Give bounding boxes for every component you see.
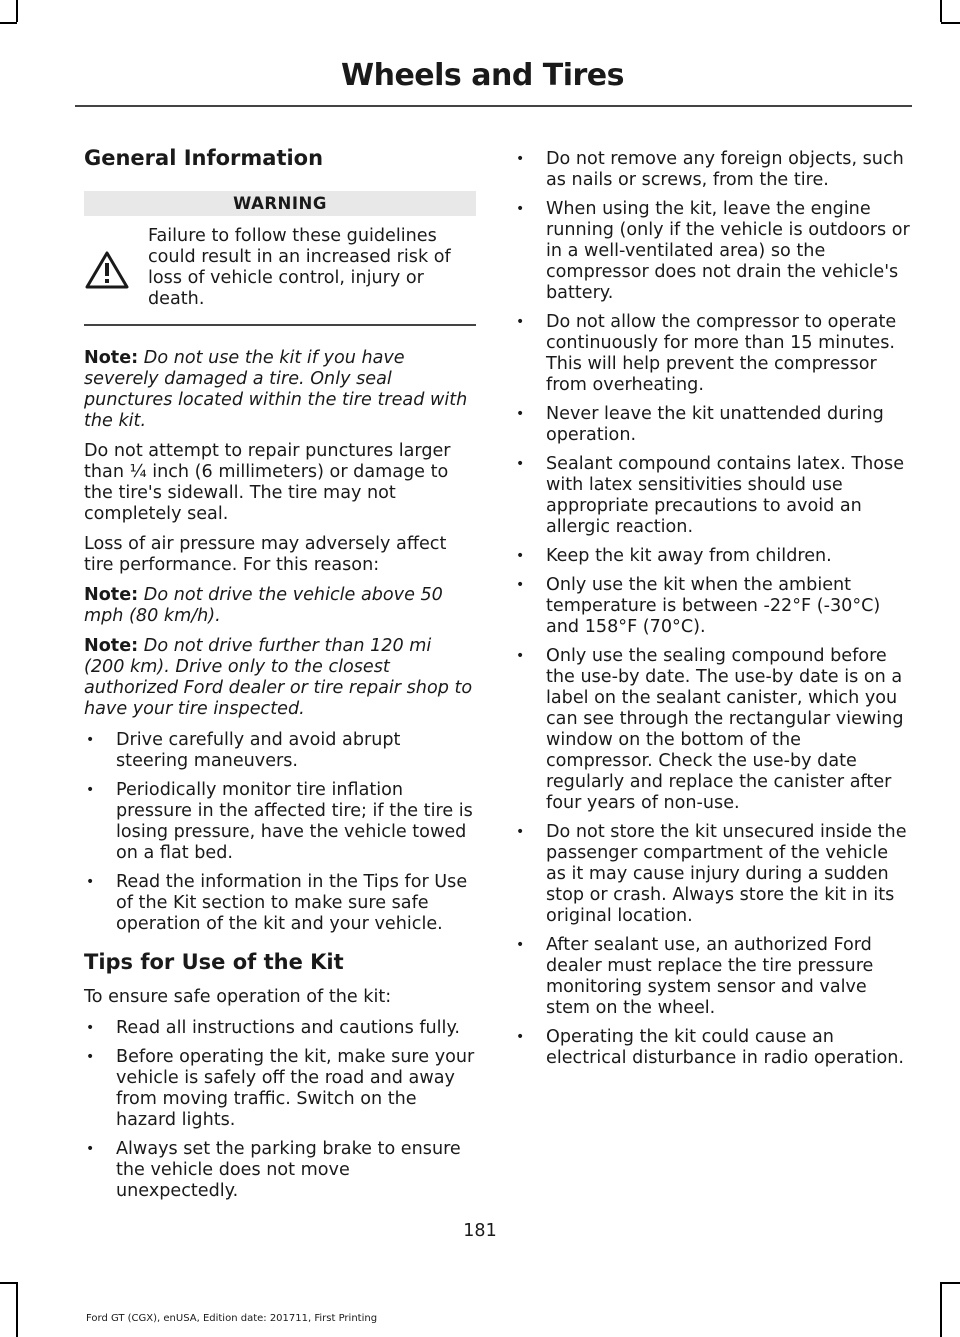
list-item: • Do not remove any foreign objects, such as nails or screws, from the tire. — [514, 149, 912, 191]
crop-mark — [0, 1282, 17, 1284]
right-column — [514, 149, 912, 1077]
bullet-list — [84, 1018, 476, 1202]
crop-mark — [940, 1282, 942, 1337]
note-label: Note: — [84, 347, 139, 368]
crop-mark — [16, 1282, 18, 1337]
warning-label: WARNING — [84, 191, 476, 216]
paragraph: Do not attempt to repair punctures larger than ¼ inch (6 millimeters) or damage to the tire's sidewall. The tire may not completely seal. — [84, 440, 451, 524]
crop-mark — [941, 1282, 960, 1284]
paragraph: To ensure safe operation of the kit: — [84, 986, 392, 1007]
note-text: Do not use the kit if you have severely damaged a tire. Only seal punctures located within the tire tread with the kit. — [84, 347, 468, 431]
list-item: • When using the kit, leave the engine running (only if the vehicle is outdoors or in a well-ventilated area) so the compressor does not drain the vehicle's battery. — [514, 199, 912, 304]
warning-divider — [84, 324, 476, 326]
list-item: • Only use the sealing compound before the use-by date. The use-by date is on a label on the sealant canister, which you can see through the rectangular viewing window on the bottom of the compressor. Check the use-by date regularly and replace the canister after four years of non-use. — [514, 646, 912, 814]
warning-body — [84, 226, 476, 310]
crop-mark — [940, 0, 942, 22]
paragraph: Loss of air pressure may adversely affect tire performance. For this reason: — [84, 533, 447, 575]
list-item: • Only use the kit when the ambient temperature is between -22°F (-30°C) and 158°F (70°C). — [514, 575, 912, 638]
crop-mark — [0, 22, 17, 24]
note — [84, 348, 476, 432]
left-column — [84, 140, 476, 1210]
note-text: Do not drive further than 120 mi (200 km). Drive only to the closest authorized Ford dealer or tire repair shop to have your tire inspected. — [84, 635, 473, 719]
page-title: Wheels and Tires — [341, 58, 624, 93]
list-item: • Do not allow the compressor to operate continuously for more than 15 minutes. This will help prevent the compressor from overheating. — [514, 312, 912, 396]
note-label: Note: — [84, 635, 139, 656]
list-item: • After sealant use, an authorized Ford dealer must replace the tire pressure monitoring system sensor and valve stem on the wheel. — [514, 935, 912, 1019]
section-heading-tips: Tips for Use of the Kit — [84, 949, 344, 974]
list-item: • Periodically monitor tire inflation pressure in the affected tire; if the tire is losing pressure, have the vehicle towed on a flat bed. — [84, 780, 476, 864]
page-number: 181 — [463, 1221, 497, 1241]
warning-triangle-icon — [84, 250, 130, 290]
crop-mark — [16, 0, 18, 22]
crop-mark — [941, 22, 960, 24]
list-item: • Drive carefully and avoid abrupt steering maneuvers. — [84, 730, 476, 772]
list-item: • Read the information in the Tips for Use of the Kit section to make sure safe operation of the kit and your vehicle. — [84, 872, 476, 935]
list-item: • Sealant compound contains latex. Those with latex sensitivities should use appropriate precautions to avoid an allergic reaction. — [514, 454, 912, 538]
list-item: • Before operating the kit, make sure your vehicle is safely off the road and away from moving traffic. Switch on the hazard lights. — [84, 1047, 476, 1131]
list-item: • Read all instructions and cautions fully. — [84, 1018, 476, 1039]
note-label: Note: — [84, 584, 139, 605]
list-item: • Keep the kit away from children. — [514, 546, 912, 567]
list-item: • Never leave the kit unattended during operation. — [514, 404, 912, 446]
note — [84, 636, 476, 720]
warning-text: Failure to follow these guidelines could result in an increased risk of loss of vehicle control, injury or death. — [148, 226, 451, 309]
note-text: Do not drive the vehicle above 50 mph (80 km/h). — [84, 584, 443, 626]
header-divider — [75, 105, 912, 107]
bullet-list — [514, 149, 912, 1069]
footer-edition-info: Ford GT (CGX), enUSA, Edition date: 201711, First Printing — [86, 1313, 378, 1324]
bullet-list — [84, 730, 476, 935]
list-item: • Always set the parking brake to ensure the vehicle does not move unexpectedly. — [84, 1139, 476, 1202]
warning-box — [84, 191, 476, 326]
list-item: • Operating the kit could cause an electrical disturbance in radio operation. — [514, 1027, 912, 1069]
list-item: • Do not store the kit unsecured inside the passenger compartment of the vehicle as it may cause injury during a sudden stop or crash. Always store the kit in its original location. — [514, 822, 912, 927]
section-heading-general-information: General Information — [84, 146, 324, 170]
note — [84, 585, 476, 627]
